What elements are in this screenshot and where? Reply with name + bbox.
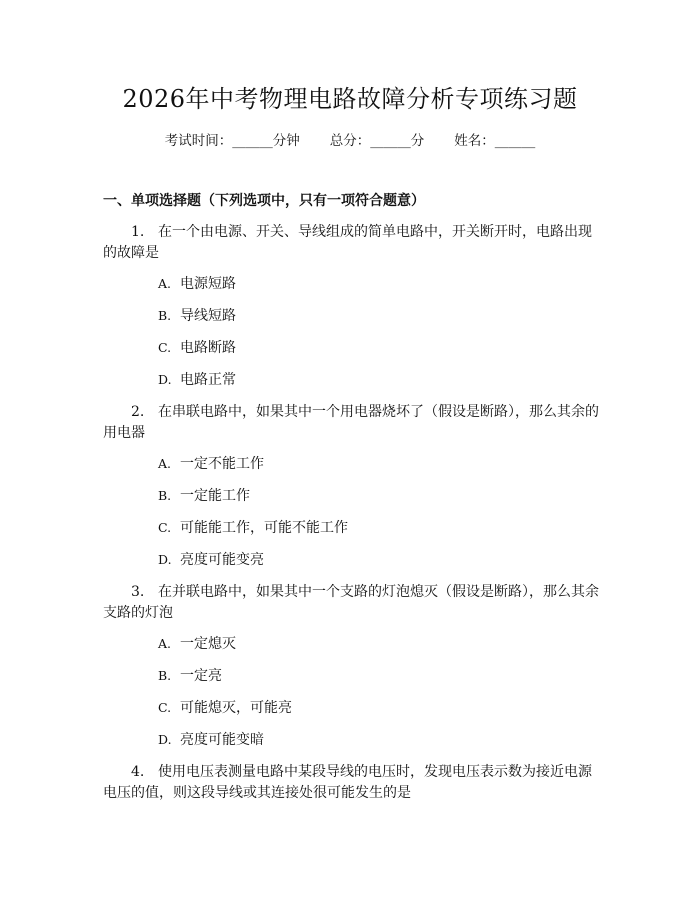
option-text: 电路正常 [180, 372, 236, 388]
option-text: 亮度可能变亮 [180, 552, 264, 568]
option-text: 一定亮 [180, 668, 222, 684]
option-letter: B. [158, 488, 172, 503]
question-number: 2. [131, 404, 145, 420]
option-text: 可能能工作，可能不能工作 [180, 520, 348, 536]
exam-info-row [0, 132, 700, 150]
page-title: 2026年中考物理电路故障分析专项练习题 [122, 85, 578, 113]
total-score-field: 总分：______分 [329, 133, 425, 149]
option-3d [158, 730, 264, 750]
option-2b [158, 486, 250, 506]
option-letter: C. [158, 700, 172, 715]
option-2d [158, 550, 264, 570]
option-letter: C. [158, 520, 172, 535]
option-3a [158, 634, 236, 654]
option-3c [158, 698, 292, 718]
question-text: 在一个由电源、开关、导线组成的简单电路中，开关断开时，电路出现的故障是 [103, 224, 592, 261]
option-2a [158, 454, 264, 474]
question-text: 使用电压表测量电路中某段导线的电压时，发现电压表示数为接近电源电压的值，则这段导线或其连接处很可能发生的是 [103, 764, 592, 801]
option-1c [158, 338, 236, 358]
question-number: 3. [131, 584, 145, 600]
question-2 [103, 402, 603, 444]
option-text: 一定熄灭 [180, 636, 236, 652]
option-1d [158, 370, 236, 390]
option-text: 亮度可能变暗 [180, 732, 264, 748]
question-number: 4. [131, 764, 145, 780]
section-heading: 一、单项选择题（下列选项中，只有一项符合题意） [103, 193, 425, 209]
option-letter: A. [158, 456, 172, 471]
question-text: 在并联电路中，如果其中一个支路的灯泡熄灭（假设是断路），那么其余支路的灯泡 [103, 584, 599, 621]
option-letter: B. [158, 668, 172, 683]
option-letter: A. [158, 276, 172, 291]
option-letter: B. [158, 308, 172, 323]
option-text: 导线短路 [180, 308, 236, 324]
exam-time-field: 考试时间：______分钟 [164, 133, 300, 149]
option-3b [158, 666, 222, 686]
option-letter: D. [158, 732, 172, 747]
question-text: 在串联电路中，如果其中一个用电器烧坏了（假设是断路），那么其余的用电器 [103, 404, 599, 441]
question-1 [103, 222, 603, 264]
option-text: 一定能工作 [180, 488, 250, 504]
student-name-field: 姓名：______ [454, 133, 536, 149]
option-text: 一定不能工作 [180, 456, 264, 472]
option-1a [158, 274, 236, 294]
option-text: 电路断路 [180, 340, 236, 356]
option-letter: A. [158, 636, 172, 651]
option-letter: D. [158, 372, 172, 387]
option-letter: C. [158, 340, 172, 355]
question-3 [103, 582, 603, 624]
question-4 [103, 762, 603, 804]
option-2c [158, 518, 348, 538]
option-letter: D. [158, 552, 172, 567]
option-text: 电源短路 [180, 276, 236, 292]
option-text: 可能熄灭，可能亮 [180, 700, 292, 716]
question-number: 1. [131, 224, 145, 240]
option-1b [158, 306, 236, 326]
